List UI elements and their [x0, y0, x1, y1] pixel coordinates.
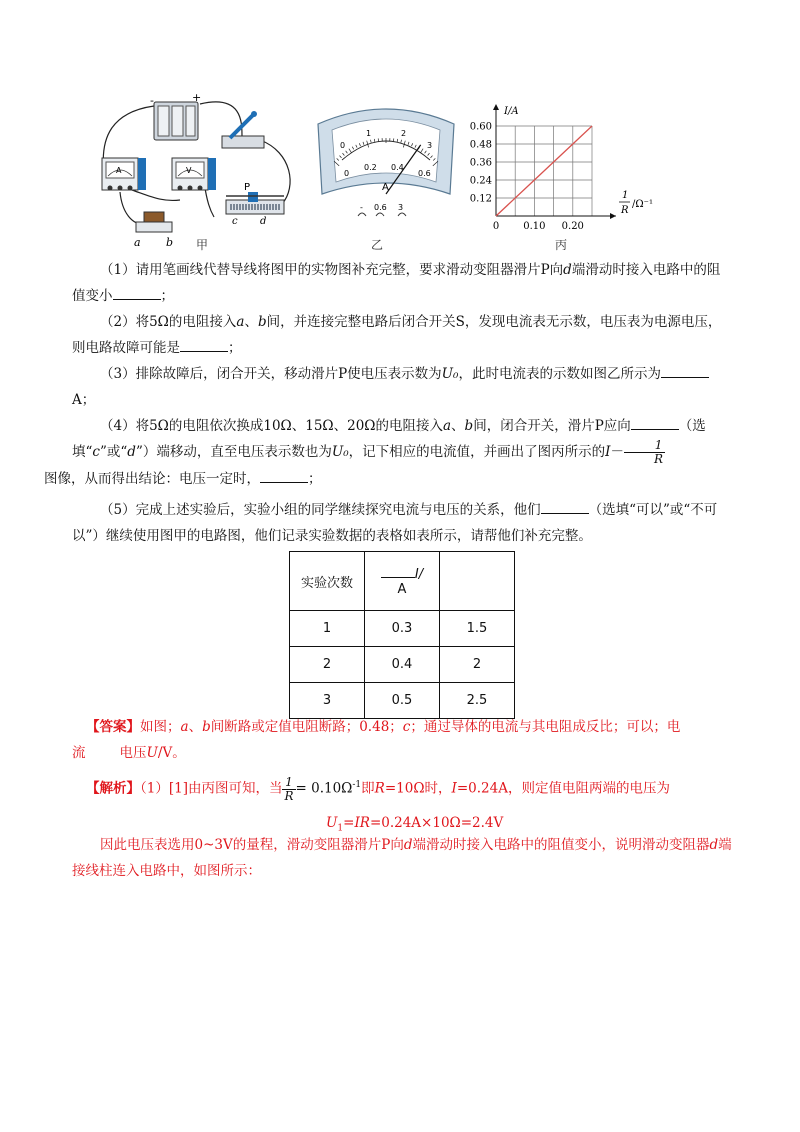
terminal-b: b [166, 236, 174, 249]
resistor-icon [136, 212, 172, 232]
dial-top-3: 3 [427, 141, 433, 150]
chart-x-label-num: 1 [622, 190, 629, 201]
terminal-c: c [232, 216, 238, 227]
table-header-empty [440, 552, 515, 611]
chart-y-label: I/A [504, 106, 519, 117]
table-header-row [290, 552, 515, 611]
dial-terminal-06: 0.6 [374, 203, 387, 212]
dial-bottom-0: 0 [344, 169, 350, 178]
table-row: 1 0.3 1.5 [290, 611, 515, 647]
y-tick-label-3: 0.48 [469, 139, 492, 151]
terminal-a: a [134, 236, 141, 249]
caption-bing: 丙 [555, 238, 568, 252]
answer-block: 【答案】如图；a、b间断路或定值电阻断路；0.48；c；通过导体的电流与其电阻成反比；可以；电 流 电压U/V。 [72, 719, 681, 761]
dial-terminal-3: 3 [398, 203, 404, 212]
table-row: 3 0.5 2.5 [290, 683, 515, 719]
battery-plus: + [192, 92, 202, 104]
answer-blank-4 [631, 415, 679, 430]
inline-fraction-1-over-r: $\frac{1}{R}$ [624, 439, 665, 466]
dial-bottom-1: 0.2 [364, 163, 377, 172]
dial-top-2: 2 [401, 129, 407, 138]
y-tick-label-2: 0.36 [469, 157, 492, 169]
dial-bottom-2: 0.4 [391, 163, 404, 172]
voltmeter-icon [172, 158, 216, 191]
analysis-block: 【解析】（1）[1]由丙图可知，当 $\frac{1}{R}$ = $0.10\Omega^{-1}$即R=10Ω时，I=0.24A，则定值电阻两端的电压为 [86, 774, 670, 803]
switch-icon [222, 111, 264, 148]
battery-icon [154, 102, 198, 140]
answer-blank-3 [661, 363, 709, 378]
answer-blank-2 [180, 337, 228, 352]
ammeter-dial-figure-yi [312, 98, 460, 218]
question-4: （4）将5Ω的电阻依次换成10Ω、15Ω、20Ω的电阻接入a、b间，闭合开关，滑片P应向 （选填“c”或“d”）端移动，直至电压表示数也为U₀，记下相应的电流值，并画出了图丙所示的I－ $\frac{1}{R}$ 图像，从而得出结论：电压一定时， ； [72, 413, 732, 492]
circuit-figure-jia [92, 92, 302, 250]
i-vs-inverse-r-chart [458, 100, 670, 240]
slider-p: P [244, 182, 251, 193]
dial-tick [374, 139, 375, 142]
series-line [496, 126, 592, 216]
rheostat-icon [226, 192, 284, 214]
dial-terminal-minus: - [360, 203, 363, 212]
table-header-current: I/ A [365, 552, 440, 611]
caption-jia: 甲 [196, 238, 209, 252]
dial-tick [397, 139, 398, 142]
answer-blank-5 [260, 468, 308, 483]
voltmeter-letter: V [186, 166, 192, 175]
chart-tick-labels [470, 122, 584, 233]
y-axis-arrow [493, 104, 499, 110]
answer-tag: 【答案】 [86, 719, 140, 735]
table-header-trials: 实验次数 [290, 552, 365, 611]
x-tick-label-0: 0 [492, 221, 500, 232]
caption-yi: 乙 [371, 238, 384, 252]
y-tick-label-4: 0.60 [469, 121, 492, 133]
terminal-d: d [260, 216, 267, 227]
y-tick-label-1: 0.24 [469, 175, 492, 187]
y-tick-label-0: 0.12 [469, 193, 492, 205]
analysis-paragraph-2: 因此电压表选用0~3V的量程，滑动变阻器滑片P向d端滑动时接入电路中的阻值变小，说明滑动变阻器d端接线柱连入电路中，如图所示： [72, 837, 732, 879]
battery-minus: - [150, 94, 154, 107]
chart-x-label-unit: /Ω⁻¹ [632, 199, 653, 210]
analysis-formula: $U_1=IR=0.24A\times 10\Omega=2.4V$ [326, 815, 504, 834]
question-5: （5）完成上述实验后，实验小组的同学继续探究电流与电压的关系，他们 （选填“可以”或“不可以”）继续使用图甲的电路图，他们记录实验数据的表格如表所示，请帮他们补充完整。 [72, 497, 732, 549]
ammeter-icon [102, 158, 146, 191]
chart-x-label-den: R [621, 205, 629, 216]
x-tick-label-2: 0.20 [561, 221, 584, 232]
question-3: （3）排除故障后，闭合开关，移动滑片P使电压表示数为U₀，此时电流表的示数如图乙所示为A； [72, 361, 732, 413]
question-2: （2）将5Ω的电阻接入a、b间，并连接完整电路后闭合开关S，发现电流表无示数，电压表为电源电压，则电路故障可能是 ； [72, 314, 722, 356]
dial-top-0: 0 [340, 141, 346, 150]
chart-series [496, 126, 592, 216]
x-tick-label-1: 0.10 [523, 221, 546, 232]
dial-top-1: 1 [366, 129, 372, 138]
table-row: 2 0.4 2 [290, 647, 515, 683]
analysis-fraction: $\frac{1}{R}$ [284, 774, 294, 803]
x-axis-arrow [610, 213, 616, 219]
data-table [289, 551, 515, 719]
ammeter-letter: A [116, 166, 122, 175]
answer-blank-6 [541, 499, 589, 514]
answer-blank-1 [113, 285, 161, 300]
analysis-tag: 【解析】 [86, 780, 140, 797]
dial-unit: A [382, 182, 389, 193]
question-1: （1）请用笔画线代替导线将图甲的实物图补充完整，要求滑动变阻器滑片P向d端滑动时接入电路中的阻值变小 ； [72, 262, 721, 304]
dial-bottom-3: 0.6 [418, 169, 431, 178]
